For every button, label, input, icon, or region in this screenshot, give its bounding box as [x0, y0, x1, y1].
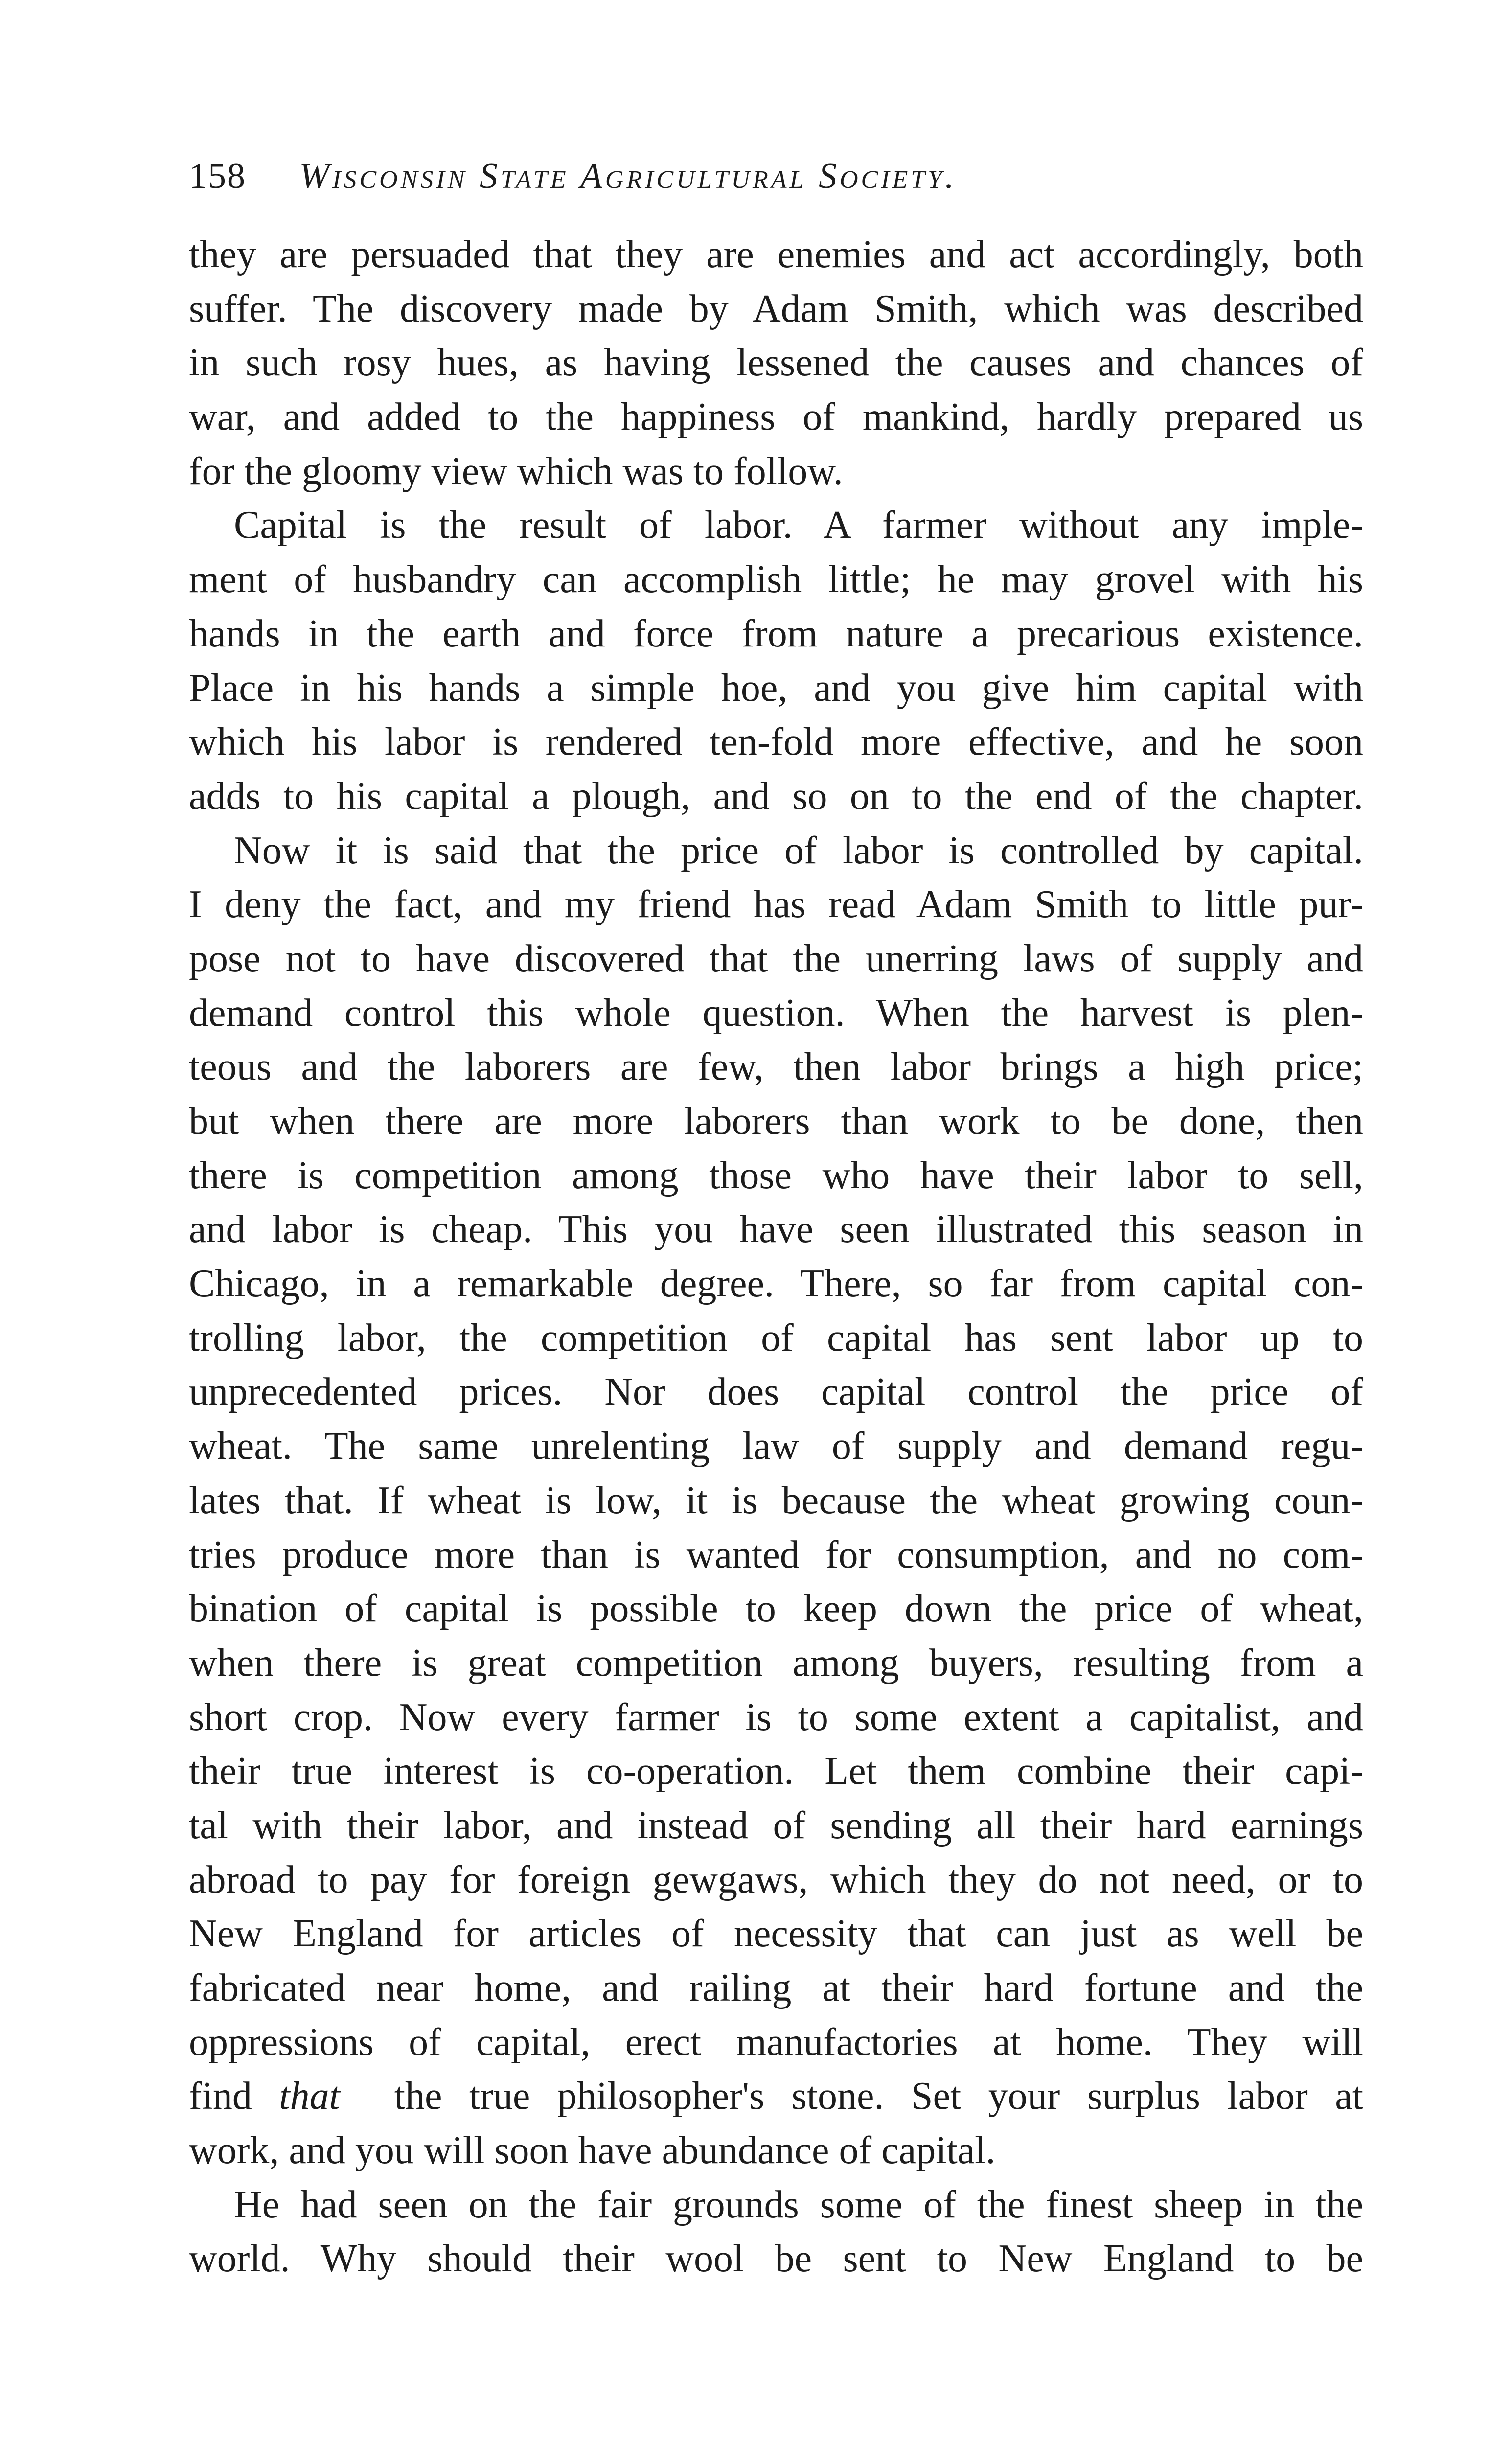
text-line-2: suffer. The discovery made by Adam Smith, which was described — [189, 287, 1363, 330]
text-line-15: demand control this whole question. When the harvest is plen- — [189, 991, 1363, 1035]
text-line-38: world. Why should their wool be sent to New England to be — [189, 2237, 1363, 2281]
page-header — [189, 147, 1373, 206]
text-line-26: bination of capital is possible to keep down the price of wheat, — [189, 1587, 1363, 1631]
text-line-35-rest: the true philosopher's stone. Set your surplus labor at — [394, 2075, 1364, 2118]
text-line-9: Place in his hands a simple hoe, and you give him capital with — [189, 666, 1363, 710]
text-line-4: war, and added to the happiness of mankind, hardly prepared us — [189, 395, 1363, 439]
text-line-3: in such rosy hues, as having lessened the causes and chances of — [189, 341, 1363, 385]
text-line-8: hands in the earth and force from nature a precarious existence. — [189, 612, 1363, 655]
text-line-34: oppressions of capital, erect manufactories at home. They will — [189, 2020, 1363, 2064]
text-line-31: abroad to pay for foreign gewgaws, which they do not need, or to — [189, 1858, 1363, 1901]
text-line-7: ment of husbandry can accomplish little; he may grovel with his — [189, 558, 1363, 601]
page-number: 158 — [189, 156, 246, 196]
text-line-33: fabricated near home, and railing at their hard fortune and the — [189, 1966, 1363, 2009]
text-line-10: which his labor is rendered ten-fold more effective, and he soon — [189, 720, 1363, 764]
text-line-19: and labor is cheap. This you have seen illustrated this season in — [189, 1208, 1363, 1251]
text-line-5: for the gloomy view which was to follow. — [189, 449, 843, 493]
text-line-17: but when there are more laborers than work to be done, then — [189, 1100, 1363, 1143]
text-line-20: Chicago, in a remarkable degree. There, so far from capital con- — [189, 1262, 1363, 1306]
text-line-16: teous and the laborers are few, then labor brings a high price; — [189, 1045, 1363, 1089]
text-line-14: pose not to have discovered that the unerring laws of supply and — [189, 937, 1363, 980]
running-head: Wisconsin State Agricultural Society. — [299, 156, 957, 196]
text-line-28: short crop. Now every farmer is to some extent a capitalist, and — [189, 1695, 1363, 1739]
text-line-27: when there is great competition among buyers, resulting from a — [189, 1641, 1363, 1685]
body-text — [189, 228, 1363, 2286]
text-line-32: New England for articles of necessity that can just as well be — [189, 1912, 1363, 1956]
text-line-35 — [189, 2069, 1363, 2124]
text-line-18: there is competition among those who have their labor to sell, — [189, 1154, 1363, 1197]
text-line-30: tal with their labor, and instead of sending all their hard earnings — [189, 1803, 1363, 1847]
text-line-36: work, and you will soon have abundance of capital. — [189, 2129, 996, 2172]
text-fragment-find: find — [189, 2075, 279, 2118]
text-line-6: Capital is the result of labor. A farmer without any imple- — [234, 504, 1363, 547]
italic-word-that: that — [279, 2075, 340, 2118]
text-line-23: wheat. The same unrelenting law of supply and demand regu- — [189, 1425, 1363, 1468]
text-line-21: trolling labor, the competition of capital has sent labor up to — [189, 1316, 1363, 1360]
text-line-24: lates that. If wheat is low, it is because the wheat growing coun- — [189, 1478, 1363, 1522]
text-line-12: Now it is said that the price of labor is controlled by capital. — [234, 829, 1363, 872]
text-line-13: I deny the fact, and my friend has read Adam Smith to little pur- — [189, 883, 1363, 926]
text-line-1: they are persuaded that they are enemies and act accordingly, both — [189, 233, 1363, 276]
text-line-25: tries produce more than is wanted for consumption, and no com- — [189, 1533, 1363, 1576]
text-line-37: He had seen on the fair grounds some of the finest sheep in the — [234, 2183, 1363, 2226]
text-line-22: unprecedented prices. Nor does capital control the price of — [189, 1370, 1363, 1414]
text-line-29: their true interest is co-operation. Let them combine their capi- — [189, 1750, 1363, 1793]
text-line-11: adds to his capital a plough, and so on to the end of the chapter. — [189, 774, 1363, 818]
